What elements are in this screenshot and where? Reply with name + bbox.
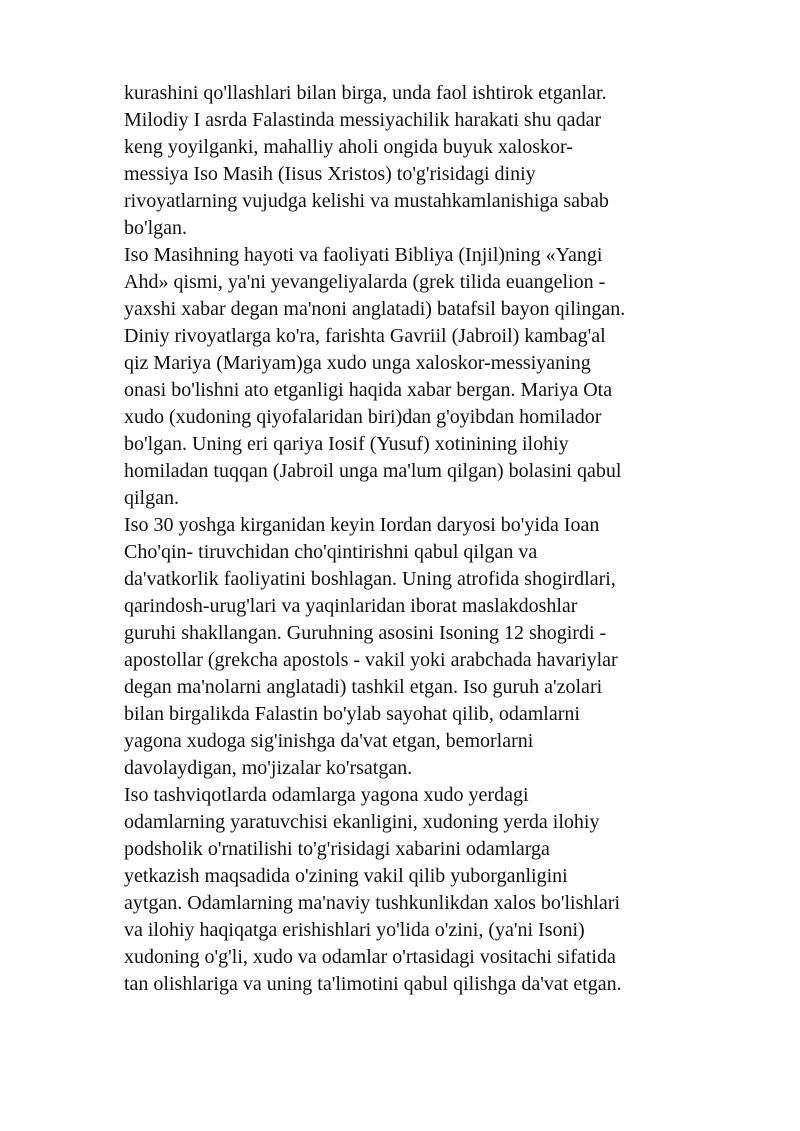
text-line: podsholik o'rnatilishi to'g'risidagi xabarini odamlarga	[124, 838, 550, 860]
text-line: aytgan. Odamlarning ma'naviy tushkunlikdan xalos bo'lishlari	[124, 892, 621, 914]
text-line: rivoyatlarning vujudga kelishi va mustahkamlanishiga sabab	[124, 190, 609, 212]
text-line: homiladan tuqqan (Jabroil unga ma'lum qilgan) bolasini qabul	[124, 460, 622, 482]
text-line: qarindosh-urug'lari va yaqinlaridan iborat maslakdoshlar	[124, 595, 578, 617]
text-line: bo'lgan.	[124, 217, 188, 239]
text-line: qiz Mariya (Mariyam)ga xudo unga xaloskor-messiyaning	[124, 352, 591, 374]
text-line: odamlarning yaratuvchisi ekanligini, xudoning yerda ilohiy	[124, 811, 600, 833]
paragraph-1	[124, 80, 744, 242]
text-line: va ilohiy haqiqatga erishishlari yo'lida o'zini, (ya'ni Isoni)	[124, 919, 585, 941]
text-line: degan ma'nolarni anglatadi) tashkil etgan. Iso guruh a'zolari	[124, 676, 603, 698]
text-line: qilgan.	[124, 487, 179, 509]
text-line: guruhi shakllangan. Guruhning asosini Isoning 12 shogirdi -	[124, 622, 607, 644]
paragraph-2	[124, 242, 744, 512]
text-line: keng yoyilganki, mahalliy aholi ongida buyuk xaloskor-	[124, 136, 573, 158]
text-line: da'vatkorlik faoliyatini boshlagan. Uning atrofida shogirdlari,	[124, 568, 616, 590]
text-line: xudoning o'g'li, xudo va odamlar o'rtasidagi vositachi sifatida	[124, 946, 616, 968]
text-line: yagona xudoga sig'inishga da'vat etgan, bemorlarni	[124, 730, 534, 752]
text-line: yaxshi xabar degan ma'noni anglatadi) batafsil bayon qilingan.	[124, 298, 626, 320]
text-line: Iso 30 yoshga kirganidan keyin Iordan daryosi bo'yida Ioan	[124, 514, 600, 536]
text-line: messiya Iso Masih (Iisus Xristos) to'g'risidagi diniy	[124, 163, 536, 185]
document-page	[124, 80, 744, 998]
text-line: Iso tashviqotlarda odamlarga yagona xudo yerdagi	[124, 784, 529, 806]
text-line: xudo (xudoning qiyofalaridan biri)dan g'oyibdan homilador	[124, 406, 602, 428]
text-line: apostollar (grekcha apostols - vakil yoki arabchada havariylar	[124, 649, 618, 671]
paragraph-4	[124, 782, 744, 998]
text-line: Iso Masihning hayoti va faoliyati Bibliya (Injil)ning «Yangi	[124, 244, 603, 266]
paragraph-3	[124, 512, 744, 782]
text-line: Diniy rivoyatlarga ko'ra, farishta Gavriil (Jabroil) kambag'al	[124, 325, 606, 347]
text-line: bilan birgalikda Falastin bo'ylab sayohat qilib, odamlarni	[124, 703, 580, 725]
text-line: tan olishlariga va uning ta'limotini qabul qilishga da'vat etgan.	[124, 973, 622, 995]
text-line: Ahd» qismi, ya'ni yevangeliyalarda (grek tilida euangelion -	[124, 271, 606, 293]
text-line: kurashini qo'llashlari bilan birga, unda faol ishtirok etganlar.	[124, 82, 607, 104]
text-line: Milodiy I asrda Falastinda messiyachilik harakati shu qadar	[124, 109, 602, 131]
text-line: yetkazish maqsadida o'zining vakil qilib yuborganligini	[124, 865, 568, 887]
text-line: Cho'qin- tiruvchidan cho'qintirishni qabul qilgan va	[124, 541, 538, 563]
text-line: davolaydigan, mo'jizalar ko'rsatgan.	[124, 757, 413, 779]
text-line: onasi bo'lishni ato etganligi haqida xabar bergan. Mariya Ota	[124, 379, 613, 401]
text-line: bo'lgan. Uning eri qariya Iosif (Yusuf) xotinining ilohiy	[124, 433, 569, 455]
